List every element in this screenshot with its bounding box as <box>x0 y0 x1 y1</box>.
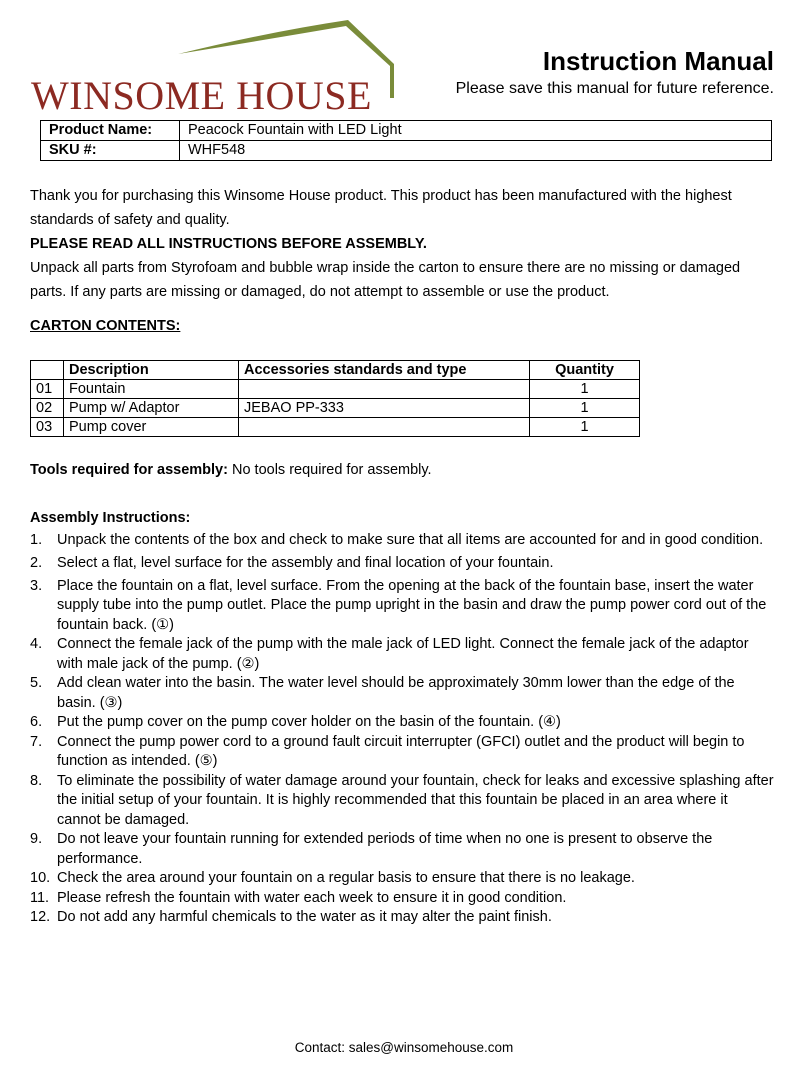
table-cell: 02 <box>31 399 64 418</box>
table-cell: 1 <box>530 399 640 418</box>
page-subtitle: Please save this manual for future reference. <box>455 80 774 97</box>
step-text: Select a flat, level surface for the assembly and final location of your fountain. <box>57 555 554 571</box>
list-item <box>30 889 775 909</box>
table-header-row <box>31 361 640 380</box>
step-number: 10. <box>30 870 51 886</box>
page-title: Instruction Manual <box>542 46 774 76</box>
assembly-steps <box>30 529 775 928</box>
product-name-label: Product Name: <box>41 121 180 141</box>
tools-label: Tools required for assembly: <box>30 462 228 478</box>
contact-footer: Contact: sales@winsomehouse.com <box>294 1040 514 1055</box>
brand-logo <box>28 18 400 118</box>
product-table <box>40 120 772 161</box>
table-row <box>41 141 772 161</box>
list-item <box>30 908 775 928</box>
carton-table <box>30 360 640 437</box>
intro-read-all: PLEASE READ ALL INSTRUCTIONS BEFORE ASSEMBLY. <box>30 236 427 252</box>
product-name-value: Peacock Fountain with LED Light <box>180 121 772 141</box>
carton-heading: CARTON CONTENTS: <box>30 318 181 334</box>
table-cell: Fountain <box>64 380 239 399</box>
step-number: 4. <box>30 636 43 652</box>
list-item <box>30 554 775 574</box>
assembly-heading: Assembly Instructions: <box>30 510 191 526</box>
intro-section <box>30 184 778 304</box>
step-number: 12. <box>30 909 51 925</box>
column-header: Accessories standards and type <box>239 361 530 380</box>
step-number: 6. <box>30 714 43 730</box>
sku-label: SKU #: <box>41 141 180 161</box>
step-number: 2. <box>30 555 43 571</box>
table-row <box>31 399 640 418</box>
tools-required <box>30 459 432 481</box>
sku-value: WHF548 <box>180 141 772 161</box>
step-text: Unpack the contents of the box and check to make sure that all items are accounted for and in good condition. <box>57 532 764 548</box>
list-item <box>30 635 775 674</box>
step-text: Do not add any harmful chemicals to the water as it may alter the paint finish. <box>57 909 552 925</box>
list-item <box>30 830 775 869</box>
table-cell: 03 <box>31 418 64 437</box>
column-header <box>31 361 64 380</box>
table-cell: JEBAO PP-333 <box>239 399 530 418</box>
step-number: 5. <box>30 675 43 691</box>
intro-thanks: Thank you for purchasing this Winsome House product. This product has been manufactured with the highest standards of safety and quality. <box>30 188 732 228</box>
list-item <box>30 772 775 831</box>
intro-unpack: Unpack all parts from Styrofoam and bubble wrap inside the carton to ensure there are no missing or damaged parts. If any parts are missing or damaged, do not attempt to assemble or use the product. <box>30 260 741 300</box>
list-item <box>30 577 775 636</box>
title-block <box>456 44 774 100</box>
list-item <box>30 869 775 889</box>
table-cell <box>239 418 530 437</box>
list-item <box>30 529 775 551</box>
step-text: Do not leave your fountain running for extended periods of time when no one is present to observe the performance. <box>57 831 713 867</box>
step-text: Connect the female jack of the pump with the male jack of LED light. Connect the female jack of the adaptor with male jack of the pump. (②) <box>57 636 749 672</box>
list-item <box>30 713 775 733</box>
column-header: Quantity <box>530 361 640 380</box>
tools-value: No tools required for assembly. <box>227 462 432 478</box>
table-cell: 1 <box>530 380 640 399</box>
step-text: To eliminate the possibility of water damage around your fountain, check for leaks and excessive splashing after the initial setup of your fountain. It is highly recommended that this fountain be placed in an area where it cannot be damaged. <box>57 772 774 828</box>
table-cell: 01 <box>31 380 64 399</box>
step-number: 11. <box>30 889 50 906</box>
step-text: Connect the pump power cord to a ground fault circuit interrupter (GFCI) outlet and the product will begin to function as intended. (⑤) <box>57 733 745 769</box>
step-text: Place the fountain on a flat, level surface. From the opening at the back of the fountain base, insert the water supply tube into the pump outlet. Place the pump upright in the basin and draw the pump power cord out of the fountain back. (①) <box>57 577 767 633</box>
list-item <box>30 674 775 713</box>
logo-text: WINSOME HOUSE <box>31 73 372 118</box>
table-cell: Pump w/ Adaptor <box>64 399 239 418</box>
step-text: Add clean water into the basin. The water level should be approximately 30mm lower than the edge of the basin. (③) <box>57 675 735 711</box>
table-row <box>31 380 640 399</box>
step-text: Please refresh the fountain with water each week to ensure it in good condition. <box>57 889 567 906</box>
step-number: 7. <box>30 733 43 750</box>
step-text: Check the area around your fountain on a regular basis to ensure that there is no leakage. <box>57 870 635 886</box>
table-row <box>31 418 640 437</box>
column-header: Description <box>64 361 239 380</box>
list-item <box>30 733 775 772</box>
table-row <box>41 121 772 141</box>
step-number: 9. <box>30 831 43 847</box>
table-cell <box>239 380 530 399</box>
table-cell: Pump cover <box>64 418 239 437</box>
table-cell: 1 <box>530 418 640 437</box>
step-number: 8. <box>30 772 43 789</box>
step-number: 1. <box>30 532 43 548</box>
step-text: Put the pump cover on the pump cover holder on the basin of the fountain. (④) <box>57 714 561 730</box>
step-number: 3. <box>30 577 43 594</box>
